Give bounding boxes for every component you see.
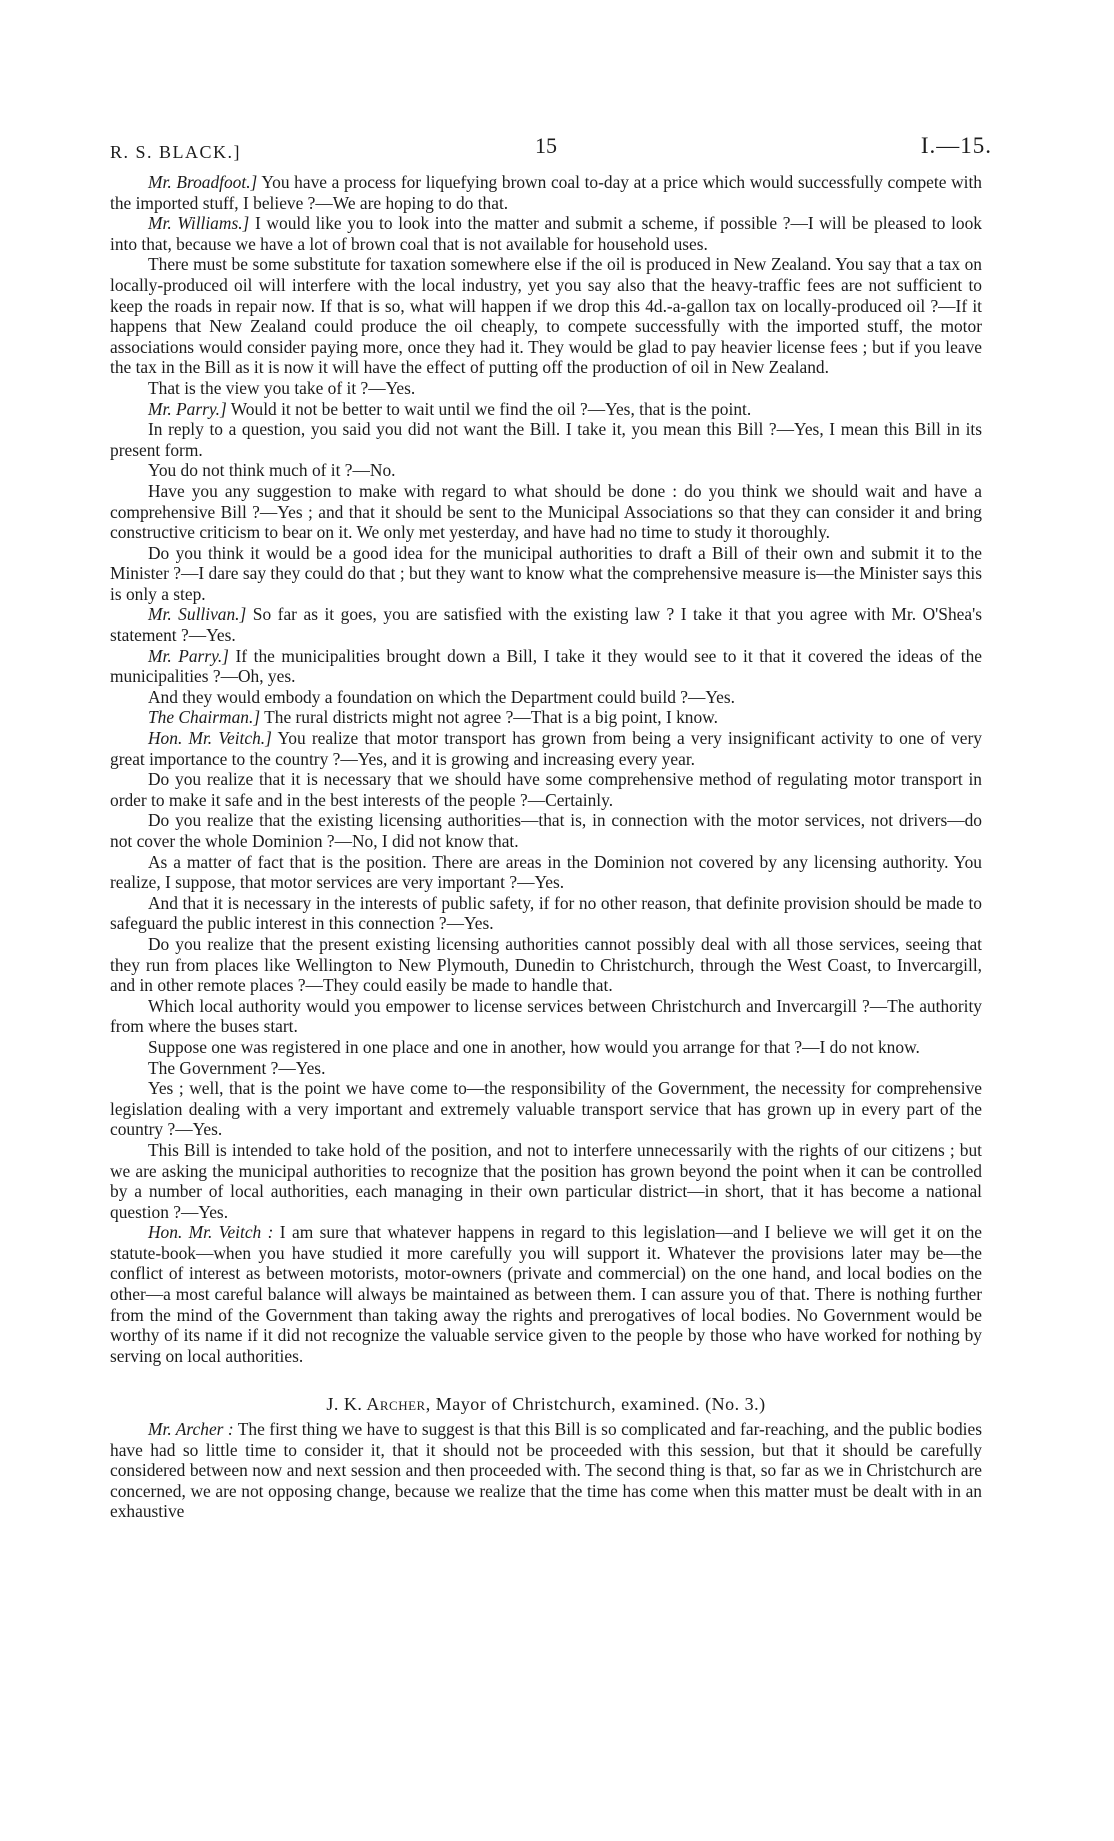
paragraph-text: That is the view you take of it ?—Yes. xyxy=(148,377,416,398)
speaker-label: Mr. Sullivan.] xyxy=(148,604,247,625)
paragraph xyxy=(110,1078,982,1140)
speaker-label: Mr. Parry.] xyxy=(148,398,227,419)
paragraph xyxy=(110,399,982,420)
paragraph-text: Do you realize that it is necessary that we should have some comprehensive method of regulating motor transport in order to make it safe and in the best interests of the people ?—Certainly. xyxy=(110,769,982,810)
paragraph-text: You realize that motor transport has grown from being a very insignificant activity to one of very great importance to the country ?—Yes, and it is growing and increasing every year. xyxy=(110,728,982,769)
paragraph xyxy=(110,707,982,728)
paper-reference: I.—15. xyxy=(920,133,992,158)
paragraph xyxy=(110,481,982,543)
speaker-label: Mr. Parry.] xyxy=(148,645,229,666)
paragraph-text: Which local authority would you empower to license services between Christchurch and Invercargill ?—The authority from where the buses start. xyxy=(110,995,982,1037)
paragraph-text: As a matter of fact that is the position. There are areas in the Dominion not covered by any licensing authority. You realize, I suppose, that motor services are very important ?—Yes. xyxy=(110,851,982,893)
paragraph xyxy=(110,852,982,893)
paragraph xyxy=(110,172,982,213)
paragraph xyxy=(110,213,982,254)
witness-header: R. S. BLACK.] xyxy=(110,142,242,162)
paragraph-text: The first thing we have to suggest is that this Bill is so complicated and far-reaching, and the public bodies have had so little time to consider it, that it should not be proceeded with this session, but that it should be carefully considered between now and next session and then proceeded with. The second thing is that, so far as we in Christchurch are concerned, we are not opposing change, because we realize that the time has come when this matter must be dealt with in an exhaustive xyxy=(110,1419,983,1522)
speaker-label: Mr. Archer : xyxy=(148,1419,234,1440)
paragraph-text: Do you realize that the present existing licensing authorities cannot possibly deal with all those services, seeing that they run from places like Wellington to New Plymouth, Dunedin to Christchurch, through the West Coast, to Invercargill, and in other remote places ?—They could easily be made to handle that. xyxy=(110,933,982,996)
transcript-body xyxy=(110,172,982,1366)
paragraph-text: I am sure that whatever happens in regard to this legislation—and I believe we will get it on the statute-book—when you have studied it more carefully you will support it. Whatever the provisions later may be—the conflict of interest as between motorists, motor-owners (private and commercial) on the one hand, and local bodies on the other—a most careful balance will always be maintained as between them. I can assure you of that. There is nothing further from the mind of the Government than taking away the rights and prerogatives of local bodies. No Government would be worthy of its name if it did not recognize the valuable service given to the people by those who have worked for nothing by serving on local authorities. xyxy=(110,1222,983,1366)
paragraph xyxy=(110,728,982,769)
paragraph-text: I would like you to look into the matter and submit a scheme, if possible ?—I will be pleased to look into that, because we have a lot of brown coal that is not available for household uses. xyxy=(110,213,982,254)
paragraph xyxy=(110,1140,982,1222)
paragraph xyxy=(110,1222,982,1366)
paragraph xyxy=(110,419,982,460)
paragraph-text: You do not think much of it ?—No. xyxy=(148,460,396,481)
speaker-label: Mr. Broadfoot.] xyxy=(148,172,258,192)
page-header xyxy=(110,128,992,168)
section-heading xyxy=(110,1394,982,1415)
paragraph xyxy=(110,604,982,645)
speaker-label: Hon. Mr. Veitch.] xyxy=(148,728,272,749)
paragraph-text: Do you think it would be a good idea for the municipal authorities to draft a Bill of their own and submit it to the Minister ?—I dare say they could do that ; but they want to know what the comprehensive measure is—the Minister says this is only a step. xyxy=(110,542,982,604)
paragraph xyxy=(110,1419,982,1522)
section-heading-name: J. K. Archer xyxy=(326,1394,426,1415)
paragraph xyxy=(110,460,982,481)
paragraph xyxy=(110,687,982,708)
paragraph xyxy=(110,1037,982,1058)
paragraph-text: Have you any suggestion to make with regard to what should be done : do you think we should wait and have a comprehensive Bill ?—Yes ; and that it should be sent to the Municipal Associations so that they can consider it and bring constructive criticism to bear on it. We only met yesterday, and have had no time to study it thoroughly. xyxy=(110,480,982,543)
paragraph-text: And that it is necessary in the interests of public safety, if for no other reason, that definite provision should be made to safeguard the public interest in this connection ?—Yes. xyxy=(110,892,982,934)
paragraph-text: Would it not be better to wait until we find the oil ?—Yes, that is the point. xyxy=(226,398,752,419)
paragraph-text: The Government ?—Yes. xyxy=(148,1057,326,1078)
paragraph-text: There must be some substitute for taxation somewhere else if the oil is produced in New Zealand. You say that a tax on locally-produced oil will interfere with the local industry, yet you say also that the heavy-traffic fees are not sufficient to keep the roads in repair now. If that is so, what will happen if we drop this 4d.-a-gallon tax on locally-produced oil ?—If it happens that New Zealand could produce the oil cheaply, to compete successfully with the imported stuff, the motor associations would consider paying more, once they had it. They would be glad to pay heavier license fees ; but if you leave the tax in the Bill as it is now it will have the effect of putting off the production of oil in New Zealand. xyxy=(110,254,982,378)
paragraph-text: Suppose one was registered in one place and one in another, how would you arrange for that ?—I do not know. xyxy=(148,1036,920,1057)
paragraph-text: This Bill is intended to take hold of the position, and not to interfere unnecessarily with the rights of our citizens ; but we are asking the municipal authorities to recognize that the position has grown beyond the point when it can be controlled by a number of local authorities, each managing in their own particular district—in short, that it has become a national question ?—Yes. xyxy=(110,1139,982,1222)
paragraph xyxy=(110,996,982,1037)
paragraph xyxy=(110,1058,982,1079)
transcript-body-continued xyxy=(110,1419,982,1522)
paragraph-text: Do you realize that the existing licensing authorities—that is, in connection with the motor services, not drivers—do not cover the whole Dominion ?—No, I did not know that. xyxy=(110,810,982,851)
paragraph xyxy=(110,254,982,378)
paragraph-text: The rural districts might not agree ?—That is a big point, I know. xyxy=(260,707,718,728)
paragraph xyxy=(110,810,982,851)
page-number: 15 xyxy=(535,133,557,158)
speaker-label: The Chairman.] xyxy=(148,707,261,728)
paragraph-text: In reply to a question, you said you did not want the Bill. I take it, you mean this Bill ?—Yes, I mean this Bill in its present form. xyxy=(110,419,982,460)
section-heading-rest: , Mayor of Christchurch, examined. (No. 3.) xyxy=(425,1394,766,1415)
paragraph xyxy=(110,646,982,687)
paragraph xyxy=(110,893,982,934)
paragraph-text: If the municipalities brought down a Bill, I take it they would see to it that it covered the ideas of the municipalities ?—Oh, yes. xyxy=(110,645,982,687)
speaker-label: Hon. Mr. Veitch : xyxy=(148,1222,274,1243)
speaker-label: Mr. Williams.] xyxy=(148,213,250,234)
paragraph-text: So far as it goes, you are satisfied with the existing law ? I take it that you agree with Mr. O'Shea's statement ?—Yes. xyxy=(110,604,982,646)
paragraph-text: You have a process for liquefying brown coal to-day at a price which would successfully compete with the imported stuff, I believe ?—We are hoping to do that. xyxy=(110,172,982,213)
paragraph xyxy=(110,769,982,810)
paragraph xyxy=(110,543,982,605)
paragraph xyxy=(110,934,982,996)
paragraph-text: And they would embody a foundation on which the Department could build ?—Yes. xyxy=(148,686,736,707)
paragraph xyxy=(110,378,982,399)
paragraph-text: Yes ; well, that is the point we have come to—the responsibility of the Government, the necessity for comprehensive legislation dealing with a very important and extremely valuable transport service that has grown up in every part of the country ?—Yes. xyxy=(110,1078,982,1140)
